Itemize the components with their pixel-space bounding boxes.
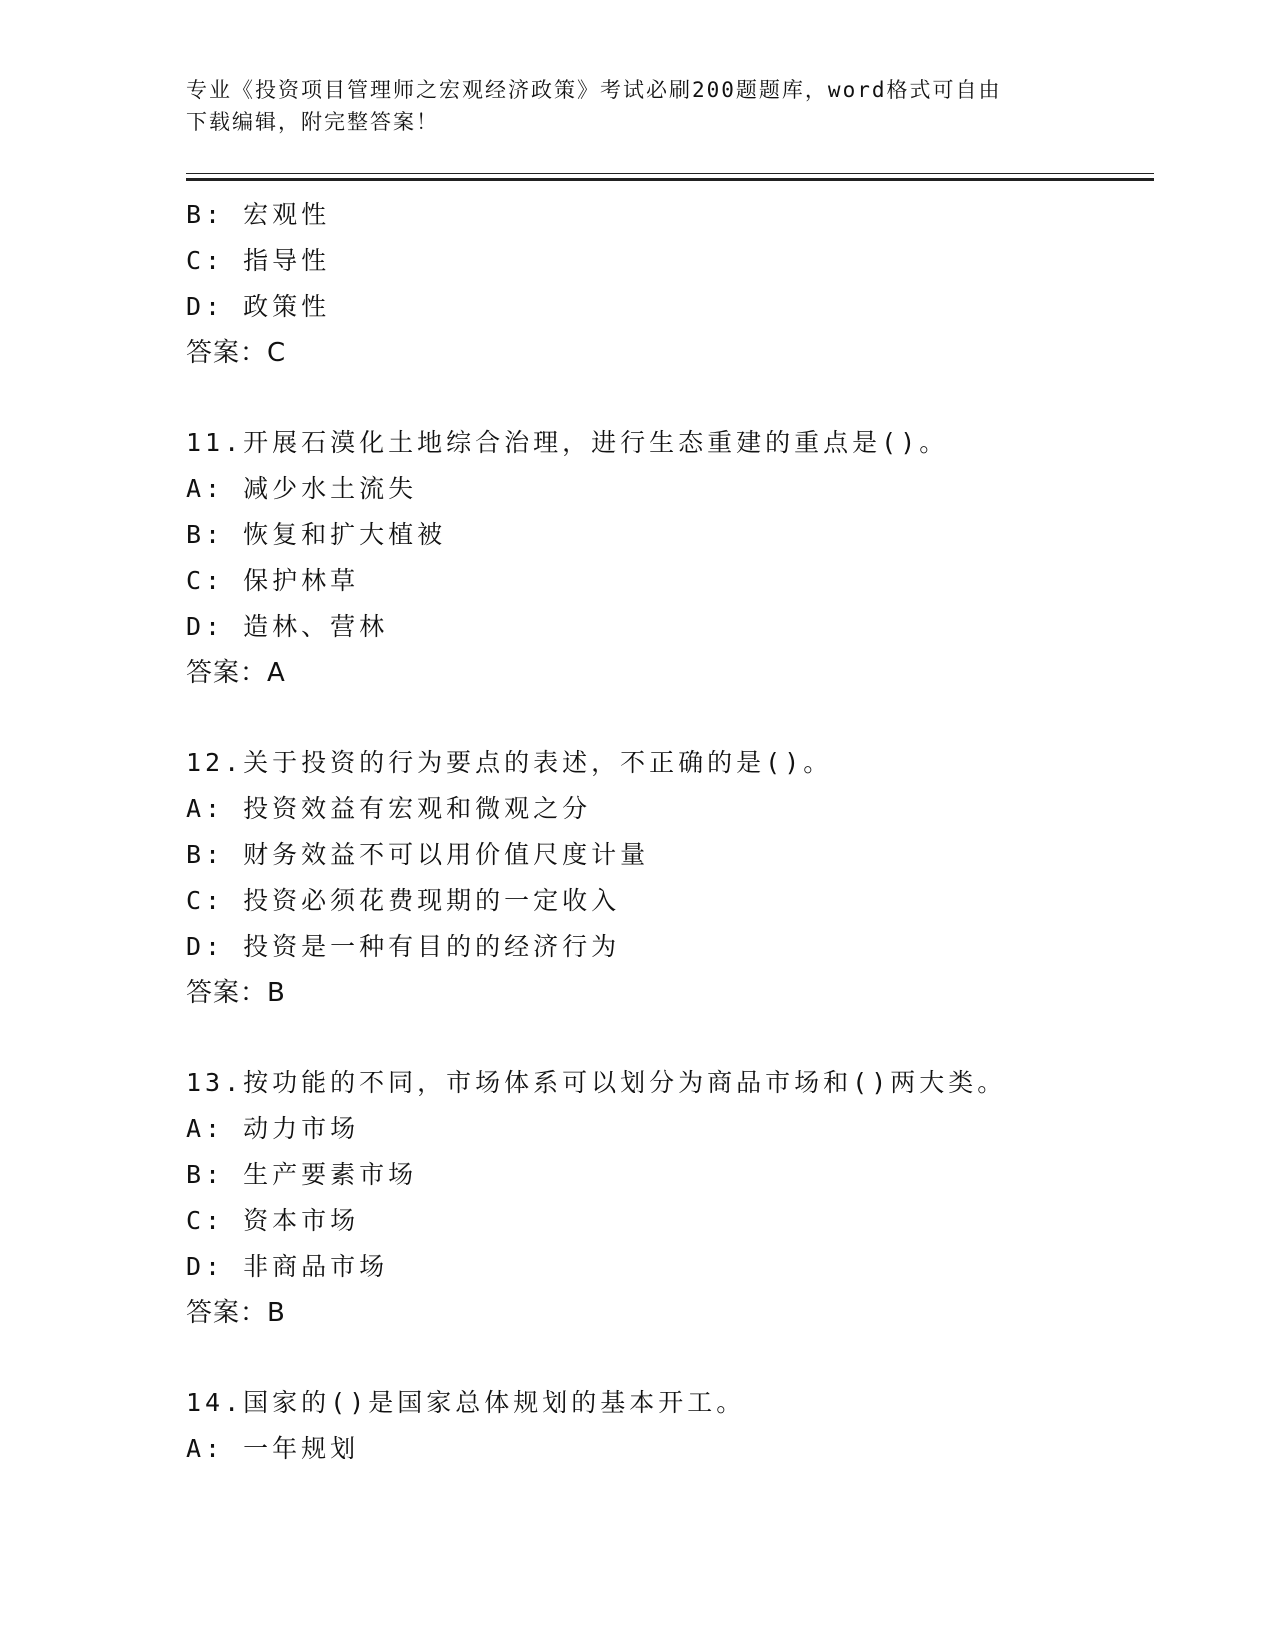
question-stem: 13.按功能的不同，市场体系可以划分为商品市场和()两大类。 xyxy=(186,1068,1007,1097)
question-stem: 11.开展石漠化土地综合治理，进行生态重建的重点是()。 xyxy=(186,428,949,457)
answer: 答案：A xyxy=(186,658,286,688)
question-list xyxy=(186,192,1154,1472)
option-a: A: 投资效益有宏观和微观之分 xyxy=(186,794,592,823)
option-b: B: 恢复和扩大植被 xyxy=(186,520,447,549)
answer: 答案：C xyxy=(186,338,287,368)
spacer xyxy=(186,696,1154,740)
option-c: C: 保护林草 xyxy=(186,566,360,595)
option-a: A: 一年规划 xyxy=(186,1434,360,1463)
header-line-2: 下载编辑，附完整答案！ xyxy=(186,110,439,134)
spacer xyxy=(186,1016,1154,1060)
question-stem: 12.关于投资的行为要点的表述，不正确的是()。 xyxy=(186,748,833,777)
question-stem: 14.国家的()是国家总体规划的基本开工。 xyxy=(186,1388,746,1417)
option-a: A: 减少水土流失 xyxy=(186,474,418,503)
question-11 xyxy=(186,420,1154,696)
answer: 答案：B xyxy=(186,1298,286,1328)
document-header xyxy=(186,74,1066,138)
option-d: D: 政策性 xyxy=(186,292,331,321)
option-d: D: 投资是一种有目的的经济行为 xyxy=(186,932,621,961)
header-line-1: 专业《投资项目管理师之宏观经济政策》考试必刷200题题库，word格式可自由 xyxy=(186,78,1002,102)
spacer xyxy=(186,1336,1154,1380)
question-13 xyxy=(186,1060,1154,1336)
option-a: A: 动力市场 xyxy=(186,1114,360,1143)
option-d: D: 非商品市场 xyxy=(186,1252,389,1281)
answer: 答案：B xyxy=(186,978,286,1008)
header-divider-thin xyxy=(186,173,1154,174)
header-divider-thick xyxy=(186,178,1154,181)
option-b: B: 宏观性 xyxy=(186,200,331,229)
question-14 xyxy=(186,1380,1154,1472)
option-c: C: 资本市场 xyxy=(186,1206,360,1235)
question-12 xyxy=(186,740,1154,1016)
spacer xyxy=(186,376,1154,420)
option-d: D: 造林、营林 xyxy=(186,612,389,641)
option-b: B: 财务效益不可以用价值尺度计量 xyxy=(186,840,650,869)
option-c: C: 投资必须花费现期的一定收入 xyxy=(186,886,621,915)
option-c: C: 指导性 xyxy=(186,246,331,275)
option-b: B: 生产要素市场 xyxy=(186,1160,418,1189)
question-10-continuation xyxy=(186,192,1154,376)
